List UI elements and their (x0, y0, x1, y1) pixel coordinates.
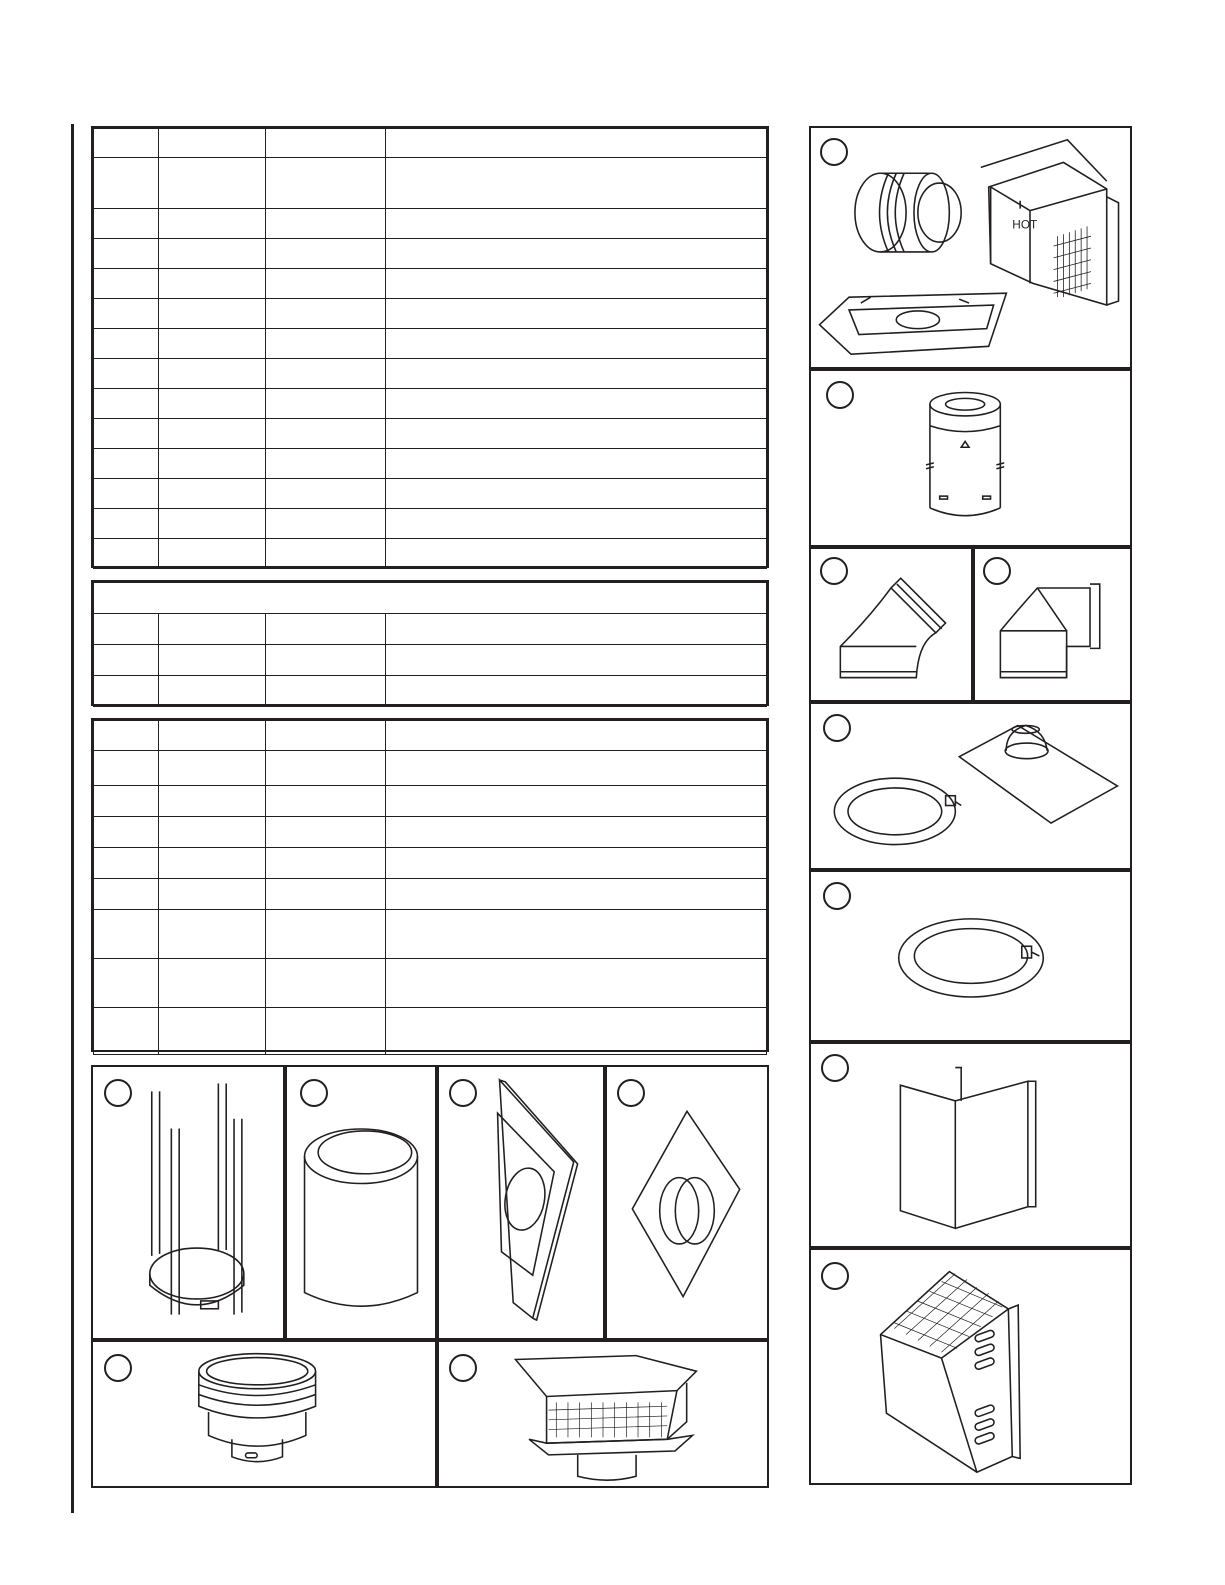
panel-termination-kit (809, 126, 1132, 369)
elbow-90-icon (975, 549, 1130, 700)
horizontal-termination-cap-icon (811, 1250, 1130, 1483)
table-row (94, 959, 767, 1008)
round-plate-icon (607, 1067, 767, 1338)
table-row (94, 1008, 767, 1055)
pipe-section-icon (811, 371, 1130, 545)
table-row (94, 848, 767, 879)
table-row (94, 158, 767, 209)
panel-wall-shield (809, 1042, 1132, 1248)
table-row (94, 645, 767, 676)
margin-rule (71, 124, 74, 1513)
table-row (94, 359, 767, 389)
panel-elbow-90 (973, 547, 1132, 702)
table-row (94, 817, 767, 848)
table-row (94, 479, 767, 509)
wall-shield-icon (811, 1044, 1130, 1246)
table-row (94, 269, 767, 299)
roof-flashing-storm-collar-icon (811, 704, 1130, 868)
panel-elbow-45 (809, 547, 973, 702)
hot-label: HOT (1012, 217, 1038, 232)
storm-collar-icon (811, 872, 1130, 1040)
table-section-heading (94, 583, 767, 614)
elbow-45-icon (811, 549, 971, 700)
table-row (94, 910, 767, 959)
vertical-termination-cap-icon (93, 1342, 435, 1486)
panel-pipe-section (809, 369, 1132, 547)
table-row (94, 449, 767, 479)
panel-firestop (437, 1065, 605, 1340)
square-chimney-cap-icon (439, 1342, 767, 1486)
table-row (94, 239, 767, 269)
panel-wall-strap (91, 1065, 285, 1340)
parts-table-3 (91, 718, 769, 1052)
table-row (94, 419, 767, 449)
table-row (94, 751, 767, 786)
table-row (94, 879, 767, 910)
panel-vertical-cap (91, 1340, 437, 1488)
parts-table-2 (91, 580, 769, 706)
table-row (94, 209, 767, 239)
table-header-row (94, 721, 767, 751)
table-row (94, 509, 767, 539)
panel-horizontal-cap (809, 1248, 1132, 1485)
table-row (94, 329, 767, 359)
panel-attic-shield (285, 1065, 437, 1340)
parts-table-1 (91, 126, 769, 568)
panel-flashing (809, 702, 1132, 870)
panel-storm-collar (809, 870, 1132, 1042)
table-row (94, 676, 767, 707)
table-row (94, 389, 767, 419)
table-row (94, 614, 767, 645)
firestop-spacer-icon (439, 1067, 603, 1338)
wall-strap-icon (93, 1067, 283, 1338)
table-row (94, 539, 767, 569)
table-row (94, 786, 767, 817)
table-header-row (94, 129, 767, 158)
panel-round-plate (605, 1065, 769, 1340)
attic-insulation-shield-icon (287, 1067, 435, 1338)
table-row (94, 299, 767, 329)
panel-chimney-cap (437, 1340, 769, 1488)
termination-cap-kit-icon (811, 128, 1130, 367)
